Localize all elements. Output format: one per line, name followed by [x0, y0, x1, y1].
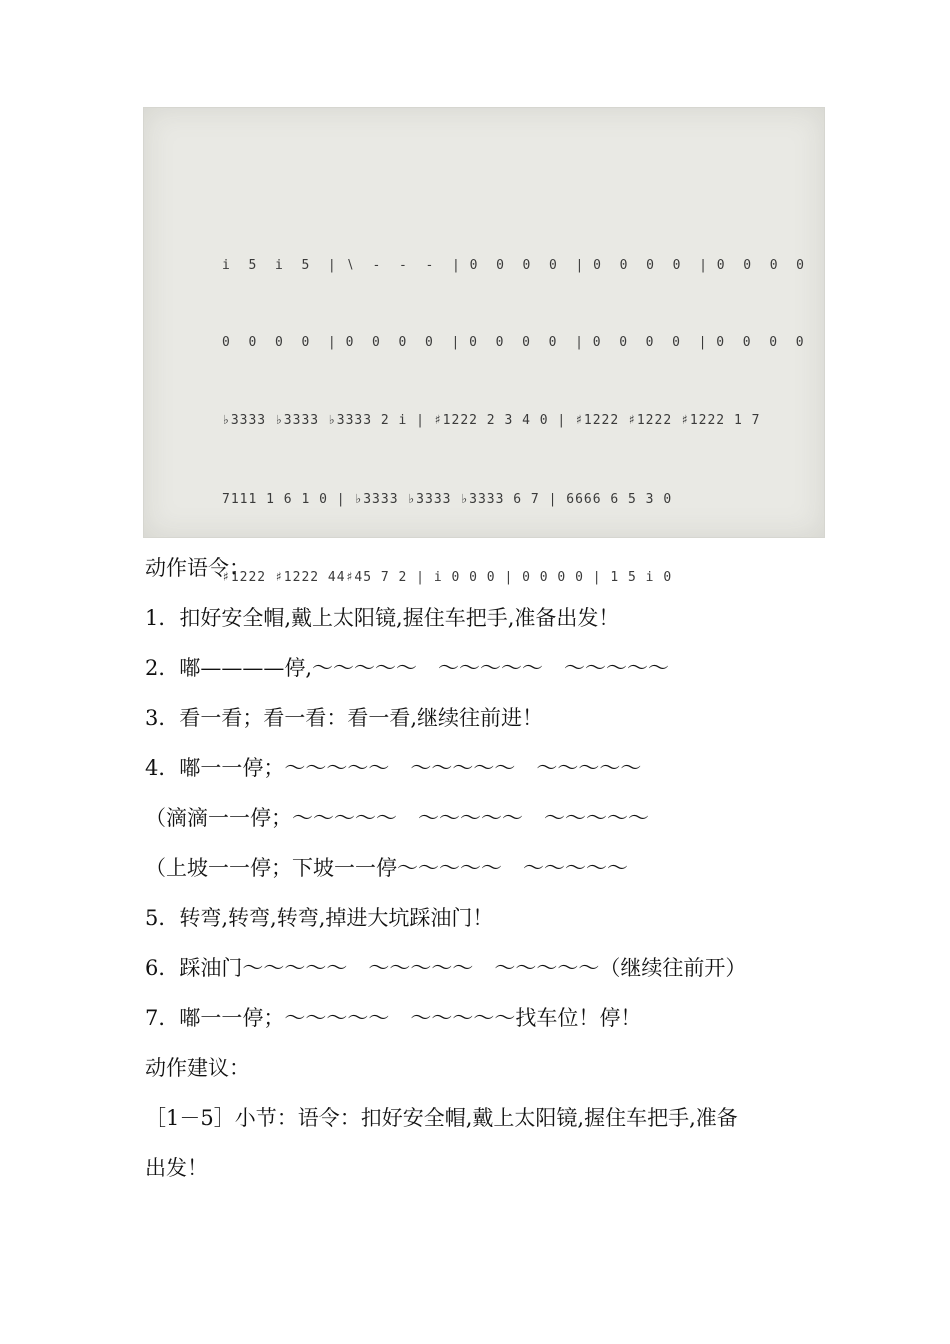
score-row-3: ♭3333 ♭3333 ♭3333 2 i | ♯1222 2 3 4 0 | ♯1222 ♯1222 ♯1222 1 7 — [222, 413, 761, 428]
command-item-4: 4．嘟一一停；～～～～～ ～～～～～ ～～～～～ — [145, 756, 642, 780]
command-item-5: 5．转弯,转弯,转弯,掉进大坑踩油门！ — [145, 906, 494, 930]
heading-action-commands: 动作语令： — [145, 556, 250, 580]
score-row-4: 7111 1 6 1 0 | ♭3333 ♭3333 ♭3333 6 7 | 6666 6 5 3 0 — [222, 492, 673, 507]
score-row-2: 0 0 0 0 | 0 0 0 0 | 0 0 0 0 | 0 0 0 0 | 0 0 0 0 — [222, 335, 805, 350]
score-row-1: i 5 i 5 | ∖ - - - | 0 0 0 0 | 0 0 0 0 | 0 0 0 0 — [222, 258, 806, 273]
command-item-6: 6．踩油门～～～～～ ～～～～～ ～～～～～（继续往前开） — [145, 956, 747, 980]
command-item-3: 3．看一看；看一看：看一看,继续往前进！ — [145, 706, 544, 730]
heading-action-suggestions: 动作建议： — [145, 1056, 250, 1080]
command-item-4b: （上坡一一停；下坡一一停～～～～～ ～～～～～ — [145, 856, 628, 880]
suggestion-line-1: ［1－5］小节：语令：扣好安全帽,戴上太阳镜,握住车把手,准备 — [145, 1106, 738, 1130]
command-item-2: 2．嘟————停,～～～～～ ～～～～～ ～～～～～ — [145, 656, 670, 680]
score-row-5: ♯1222 ♯1222 44♯45 7 2 | i 0 0 0 | 0 0 0 0 | 1 5 i 0 — [222, 570, 673, 585]
command-item-7: 7．嘟一一停；～～～～～ ～～～～～找车位！停！ — [145, 1006, 642, 1030]
command-item-4a: （滴滴一一停；～～～～～ ～～～～～ ～～～～～ — [145, 806, 649, 830]
suggestion-line-2: 出发！ — [145, 1156, 208, 1180]
command-item-1: 1．扣好安全帽,戴上太阳镜,握住车把手,准备出发！ — [145, 606, 620, 630]
